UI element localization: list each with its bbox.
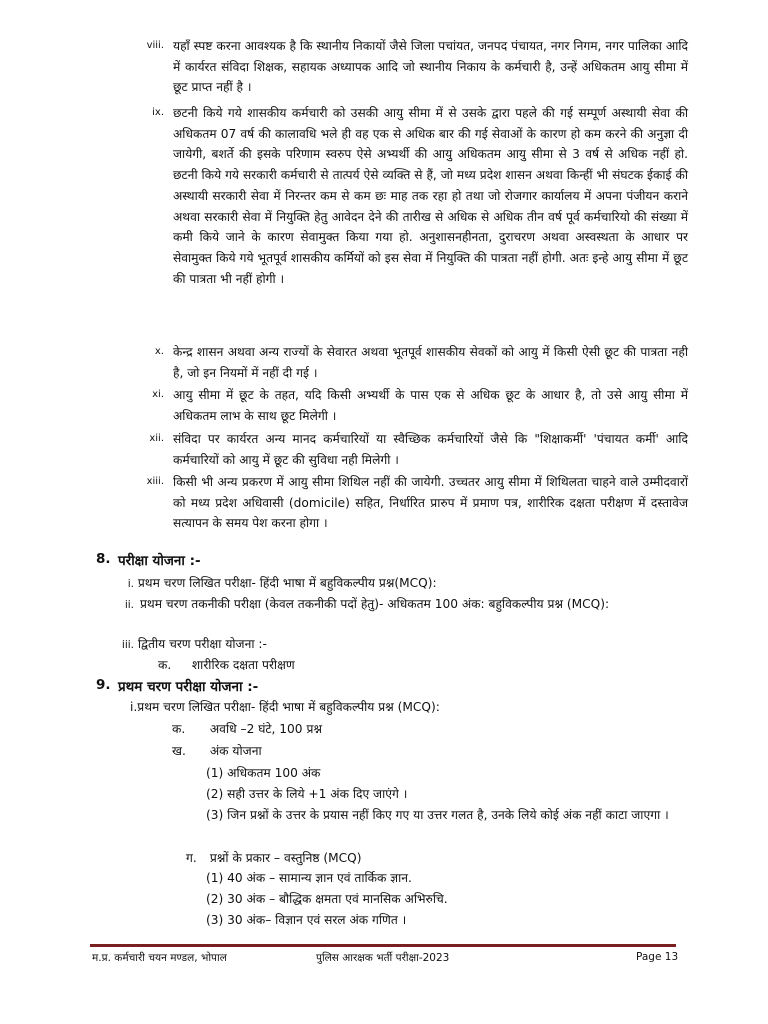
list-text: संविदा पर कार्यरत अन्य मानद कर्मचारियों या स्वैच्छिक कर्मचारियों जैसे कि "शिक्षाकर्मी' 'पंचायत कर्मी' आदि कर्मचारियों को आयु में छूट की सुविधा नही मिलेगी । <box>173 432 688 467</box>
list-text: केन्द्र शासन अथवा अन्य राज्यों के सेवारत अथवा भूतपूर्व शासकीय सेवकों को आयु में किसी ऐसी छूट की पात्रता नही है, जो इन नियमों में नहीं दी गई । <box>173 345 688 380</box>
list-item: (2) सही उत्तर के लिये +1 अंक दिए जाएंगे । <box>206 787 408 801</box>
sub-item <box>172 719 322 739</box>
list-number: xii. <box>149 433 164 444</box>
list-item <box>112 429 692 471</box>
list-text: आयु सीमा में छूट के तहत, यदि किसी अभ्यर्थी के पास एक से अधिक छूट के आधार है, तो उसे आयु सीमा में अधिकतम लाभ के साथ छूट मिलेगी । <box>173 388 688 423</box>
list-item <box>112 385 692 427</box>
sub-item <box>186 848 362 868</box>
sub-item <box>172 741 262 761</box>
exam-line-text: द्वितीय चरण परीक्षा योजना :- <box>137 637 267 651</box>
sub-label: ख. <box>172 744 186 758</box>
sub-item <box>158 655 295 675</box>
exam-line <box>112 594 134 615</box>
list-number: viii. <box>146 40 164 51</box>
list-item: (3) 30 अंक– विज्ञान एवं सरल अंक गणित । <box>206 913 407 927</box>
list-item <box>112 342 692 384</box>
list-item <box>112 103 692 335</box>
page-number <box>636 951 678 963</box>
list-number: xiii. <box>146 476 164 487</box>
list-item <box>112 472 692 536</box>
sub-text: शारीरिक दक्षता परीक्षण <box>191 658 295 672</box>
exam-line-text: प्रथम चरण तकनीकी परीक्षा (केवल तकनीकी पदों हेतु)- अधिकतम 100 अंक: बहुविकल्पीय प्रश्न (MCQ): <box>140 597 610 611</box>
sub-label: क. <box>172 722 186 736</box>
list-number: ix. <box>152 107 164 118</box>
list-text: यहाँ स्पष्ट करना आवश्यक है कि स्थानीय निकायों जैसे जिला पचांयत, जनपद पंचायत, नगर निगम, नगर पालिका आदि में कार्यरत संविदा शिक्षक, सहायक अध्यापक आदि जो स्थानीय निकाय के कर्मचारी है, उन्हें अधिकतम आयु सीमा में छूट प्राप्त नहीं है । <box>173 39 688 95</box>
sub-text: प्रश्नों के प्रकार – वस्तुनिष्ठ (MCQ) <box>209 851 362 865</box>
exam-line-text: प्रथम चरण लिखित परीक्षा- हिंदी भाषा में बहुविकल्पीय प्रश्न(MCQ): <box>137 576 437 590</box>
sub-label: ग. <box>186 851 197 865</box>
section-title: परीक्षा योजना :- <box>118 553 201 569</box>
page-num: 13 <box>664 951 679 963</box>
roman-number: ii. <box>124 599 134 611</box>
page-label: Page <box>636 951 662 963</box>
list-item: (3) जिन प्रश्नों के उत्तर के प्रयास नहीं किए गए या उत्तर गलत है, उनके लिये कोई अंक नहीं काटा जाएगा । <box>206 808 669 822</box>
section-title: प्रथम चरण परीक्षा योजना :- <box>118 679 259 695</box>
exam-line <box>112 634 267 655</box>
list-text: छटनी किये गये शासकीय कर्मचारी को उसकी आयु सीमा में से उसके द्वारा पहले की गई सम्पूर्ण अस्थायी सेवा की अधिकतम 07 वर्ष की कालावधि भले ही वह एक से अधिक बार की गई सेवाओं के कारण हो कम करने की अनुज्ञा दी जायेगी, बशर्ते की इसके परिणाम स्वरुप ऐसे अभ्यर्थी की आयु अधिकतम आयु सीमा से 3 वर्ष से अधिक नहीं हो. छटनी किये गये सरकारी कर्मचारी से तात्पर्य ऐसे व्यक्ति से हैं, जो मध्य प्रदेश शासन अथवा किन्हीं भी संघटक ईकाई की अस्थायी सरकारी सेवा में निरन्तर कम से कम छः माह तक रहा हो तथा जो रोजगार कार्यालय में अपना पंजीयन कराने अथवा सरकारी सेवा में नियुक्ति हेतु आवेदन देने की तारीख से अधिक से अधिक तीन वर्ष पूर्व कर्मचारियो की संख्या में कमी किये जाने के कारण सेवामुक्त किया गया हो. अनुशासनहीनता, दुराचरण अथवा अस्वस्थता के आधार पर सेवामुक्त किये गये भूतपूर्व शासकीय कर्मियों को इस सेवा में नियुक्ति की पात्रता नहीं होगी. अतः इन्हे आयु सीमा में छूट की पात्रता भी नहीं होगी । <box>173 106 688 286</box>
sub-text: अंक योजना <box>209 744 262 758</box>
sub-label: क. <box>158 658 172 672</box>
section-number: 9. <box>96 677 111 693</box>
roman-number: iii. <box>121 639 134 651</box>
sub-text: अवधि –2 घंटे, 100 प्रश्न <box>209 722 322 736</box>
list-number: x. <box>154 346 164 357</box>
list-item <box>112 36 692 100</box>
list-number: xi. <box>152 389 164 400</box>
footer-left: म.प्र. कर्मचारी चयन मण्डल, भोपाल <box>92 952 227 964</box>
list-item: (1) अधिकतम 100 अंक <box>206 766 321 780</box>
list-text: किसी भी अन्य प्रकरण में आयु सीमा शिथिल नहीं की जायेगी. उच्चतर आयु सीमा में शिथिलता चाहने वाले उम्मीदवारों को मध्य प्रदेश अधिवासी (domicile) सहित, निर्धारित प्रारुप में प्रमाण पत्र, शारीरिक दक्षता परीक्षण में दस्तावेज सत्यापन के समय पेश करना होगा । <box>173 475 688 531</box>
exam-line: i.प्रथम चरण लिखित परीक्षा- हिंदी भाषा में बहुविकल्पीय प्रश्न (MCQ): <box>130 700 440 714</box>
list-item: (1) 40 अंक – सामान्य ज्ञान एवं तार्किक ज्ञान. <box>206 871 412 885</box>
list-item: (2) 30 अंक – बौद्धिक क्षमता एवं मानसिक अभिरुचि. <box>206 892 448 906</box>
section-number: 8. <box>96 551 111 567</box>
footer-center: पुलिस आरक्षक भर्ती परीक्षा-2023 <box>316 952 450 964</box>
roman-number: i. <box>127 578 134 590</box>
exam-line <box>112 573 437 594</box>
footer-rule <box>90 944 676 947</box>
